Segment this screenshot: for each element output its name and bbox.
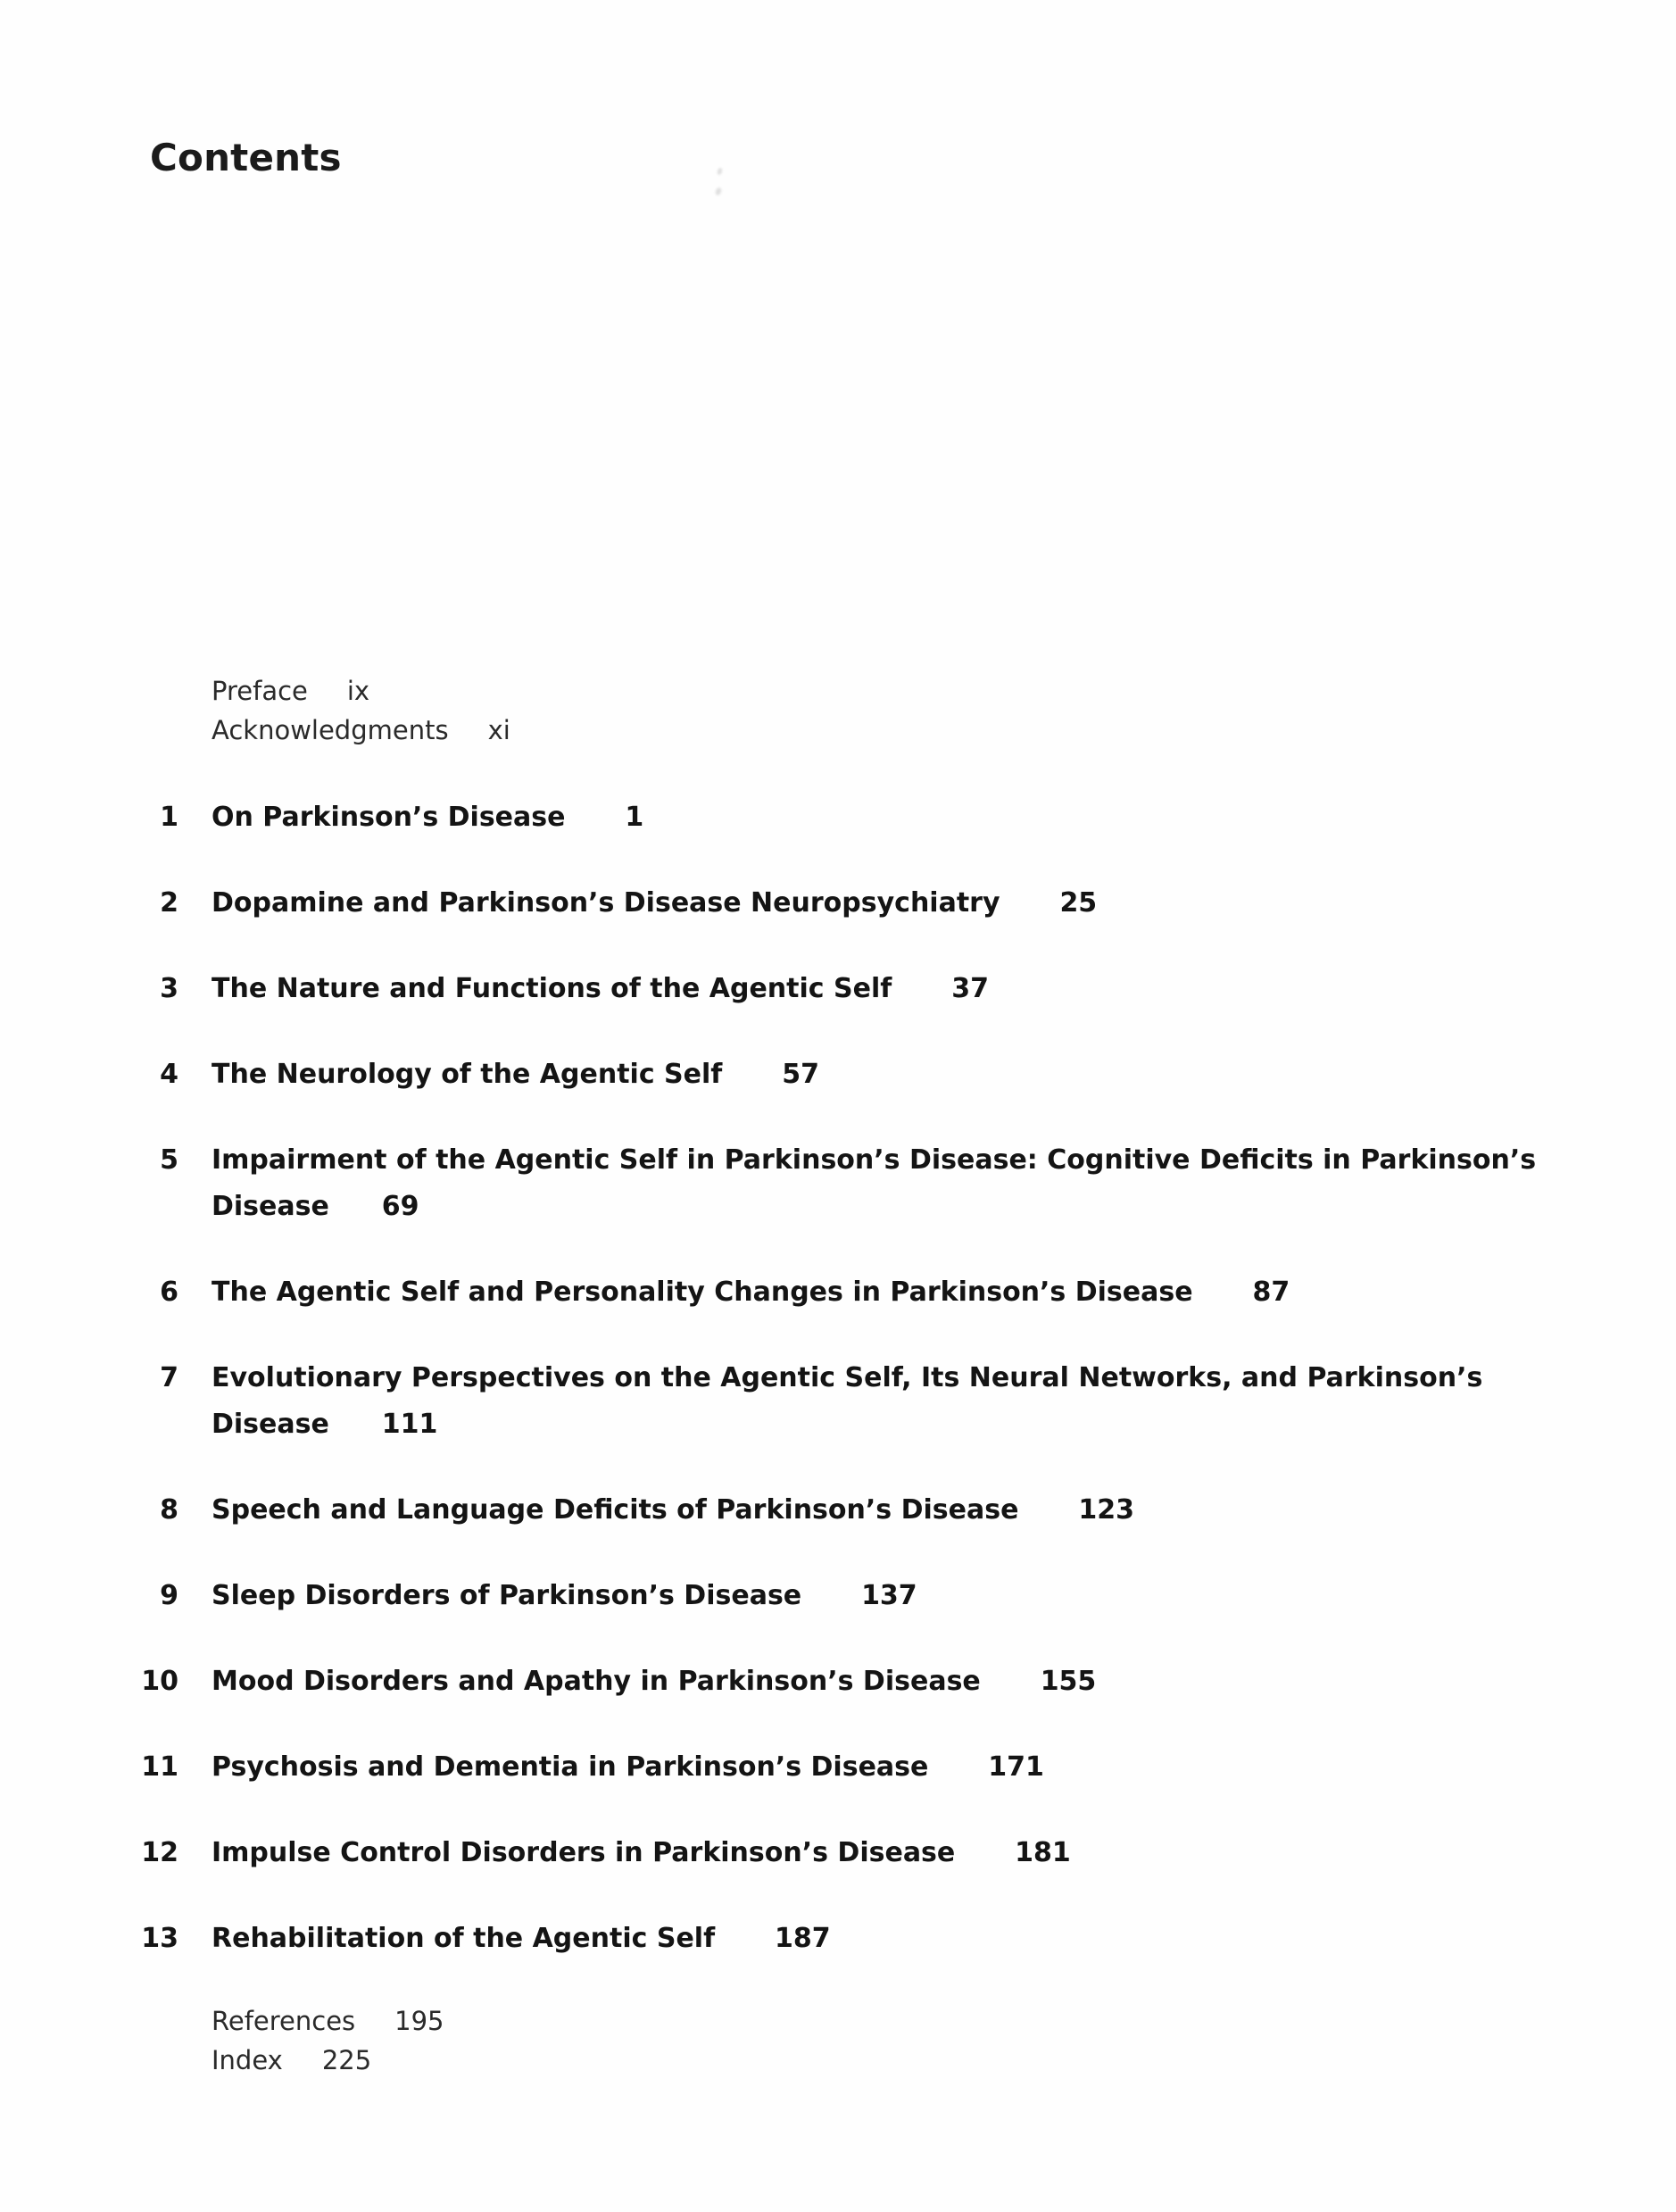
scan-artifact-smudge (714, 166, 726, 204)
list-item[interactable] (0, 2001, 1676, 2041)
chapter-number: 10 (141, 1666, 178, 1697)
chapter-title-wrap-line (212, 1184, 1676, 1230)
chapter-page-number: 187 (775, 1923, 831, 1954)
chapter-page-number: 137 (861, 1580, 917, 1611)
chapter-page-number: 37 (951, 973, 989, 1004)
chapter-number: 12 (141, 1837, 178, 1868)
table-row[interactable] (0, 966, 1676, 1012)
table-row[interactable] (0, 1052, 1676, 1098)
chapter-number: 2 (160, 887, 178, 919)
chapter-title-continuation: Disease (212, 1409, 329, 1440)
table-row[interactable] (0, 1355, 1676, 1448)
chapter-list (0, 794, 1676, 1962)
chapter-number: 11 (141, 1751, 178, 1783)
chapter-number: 5 (160, 1144, 178, 1176)
chapter-page-number: 181 (1015, 1837, 1071, 1868)
table-row[interactable] (0, 1916, 1676, 1962)
chapter-title: Impulse Control Disorders in Parkinson’s Disease (212, 1837, 956, 1868)
front-matter-page-number: xi (487, 715, 510, 745)
page-title: Contents (150, 136, 342, 179)
chapter-title: Sleep Disorders of Parkinson’s Disease (212, 1580, 802, 1611)
chapter-page-number: 171 (988, 1751, 1044, 1783)
chapter-number: 9 (160, 1580, 178, 1611)
table-row[interactable] (0, 1137, 1676, 1230)
chapter-title: Speech and Language Deficits of Parkinson’s Disease (212, 1494, 1019, 1526)
chapter-number: 8 (160, 1494, 178, 1526)
table-of-contents (0, 671, 1676, 2080)
chapter-page-number: 57 (782, 1059, 819, 1090)
table-row[interactable] (0, 880, 1676, 927)
chapter-title: The Nature and Functions of the Agentic Self (212, 973, 892, 1004)
chapter-number: 1 (160, 802, 178, 833)
chapter-page-number: 123 (1078, 1494, 1134, 1526)
list-item[interactable] (0, 671, 1676, 711)
back-matter-page-number: 195 (394, 2006, 444, 2036)
chapter-title: The Neurology of the Agentic Self (212, 1059, 723, 1090)
chapter-title-wrap-line (212, 1401, 1676, 1448)
front-matter-label: Preface (212, 676, 308, 706)
chapter-number: 3 (160, 973, 178, 1004)
chapter-page-number: 69 (381, 1191, 419, 1222)
chapter-title: On Parkinson’s Disease (212, 802, 566, 833)
table-row[interactable] (0, 1573, 1676, 1619)
chapter-title: Impairment of the Agentic Self in Parkinson’s Disease: Cognitive Deficits in Parkinson’s (212, 1144, 1537, 1176)
chapter-page-number: 1 (625, 802, 644, 833)
table-row[interactable] (0, 1659, 1676, 1705)
back-matter-list (0, 2001, 1676, 2080)
chapter-page-number: 87 (1252, 1276, 1290, 1308)
chapter-title: Mood Disorders and Apathy in Parkinson’s Disease (212, 1666, 981, 1697)
chapter-page-number: 25 (1059, 887, 1098, 919)
chapter-title: The Agentic Self and Personality Changes in Parkinson’s Disease (212, 1276, 1193, 1308)
table-row[interactable] (0, 1269, 1676, 1316)
chapter-number: 6 (160, 1276, 178, 1308)
back-matter-page-number: 225 (321, 2045, 372, 2075)
chapter-title: Dopamine and Parkinson’s Disease Neuropsychiatry (212, 887, 1000, 919)
chapter-page-number: 155 (1040, 1666, 1097, 1697)
table-row[interactable] (0, 1487, 1676, 1534)
chapter-number: 7 (160, 1362, 178, 1393)
front-matter-list (0, 671, 1676, 750)
table-row[interactable] (0, 794, 1676, 841)
chapter-title: Rehabilitation of the Agentic Self (212, 1923, 716, 1954)
list-item[interactable] (0, 711, 1676, 750)
chapter-number: 13 (141, 1923, 178, 1954)
back-matter-label: Index (212, 2045, 283, 2075)
back-matter-label: References (212, 2006, 356, 2036)
front-matter-label: Acknowledgments (212, 715, 449, 745)
table-row[interactable] (0, 1830, 1676, 1876)
list-item[interactable] (0, 2041, 1676, 2080)
chapter-title: Psychosis and Dementia in Parkinson’s Disease (212, 1751, 929, 1783)
chapter-number: 4 (160, 1059, 178, 1090)
chapter-page-number: 111 (381, 1409, 438, 1440)
front-matter-page-number: ix (346, 676, 370, 706)
table-row[interactable] (0, 1744, 1676, 1791)
chapter-title-continuation: Disease (212, 1191, 329, 1222)
chapter-title: Evolutionary Perspectives on the Agentic Self, Its Neural Networks, and Parkinson’s (212, 1362, 1483, 1393)
